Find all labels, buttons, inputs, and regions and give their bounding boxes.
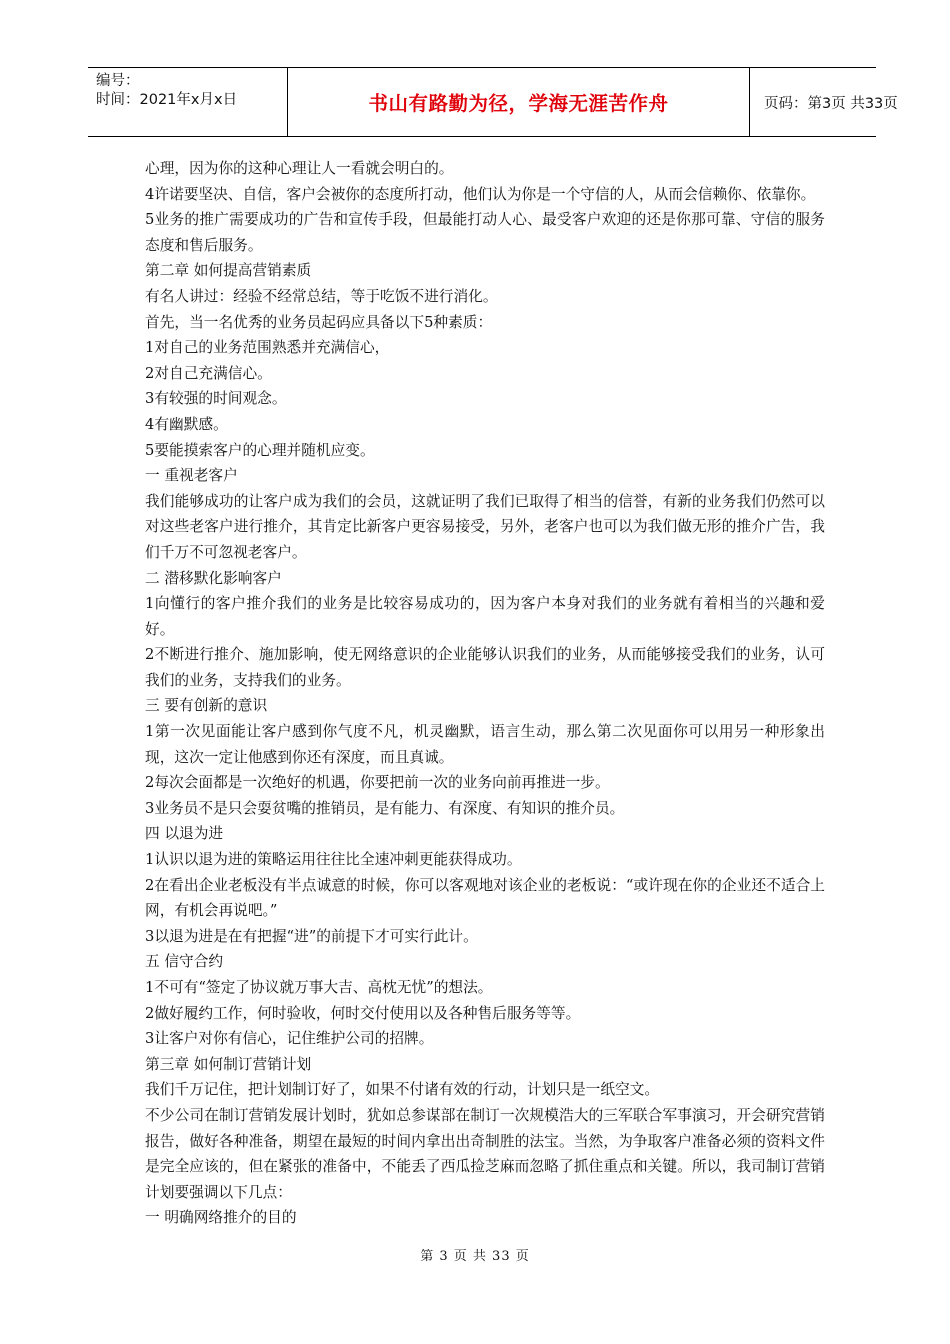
paragraph: 有名人讲过：经验不经常总结，等于吃饭不进行消化。 (145, 287, 498, 305)
time-label: 时间：2021年x月x日 (96, 92, 238, 108)
paragraph: 4许诺要坚决、自信，客户会被你的态度所打动，他们认为你是一个守信的人，从而会信赖你、依靠你。 (145, 185, 816, 203)
paragraph: 不少公司在制订营销发展计划时，犹如总参谋部在制订一次规模浩大的三军联合军事演习，开会研究营销报告，做好各种准备，期望在最短的时间内拿出出奇制胜的法宝。当然，为争取客户准备必须的资料文件是完全应该的，但在紧张的准备中，不能丢了西瓜捡芝麻而忽略了抓住重点和关键。所以，我司制订营销计划要强调以下几点： (145, 1106, 825, 1201)
motto-text: 书山有路勤为径，学海无涯苦作舟 (368, 92, 669, 115)
list-item: 2做好履约工作，何时验收，何时交付使用以及各种售后服务等等。 (145, 1004, 581, 1022)
page-header (88, 67, 898, 137)
section-heading: 三 要有创新的意识 (145, 697, 268, 715)
section-heading: 一 重视老客户 (145, 467, 238, 485)
document-body (145, 156, 825, 1231)
section-heading: 二 潜移默化影响客户 (145, 569, 282, 587)
list-item: 3业务员不是只会耍贫嘴的推销员，是有能力、有深度、有知识的推介员。 (145, 799, 625, 817)
list-item: 2每次会面都是一次绝好的机遇，你要把前一次的业务向前再推进一步。 (145, 774, 610, 792)
page-footer: 第 3 页 共 33 页 (420, 1249, 530, 1264)
section-heading: 一 明确网络推介的目的 (145, 1209, 297, 1227)
paragraph: 我们能够成功的让客户成为我们的会员，这就证明了我们已取得了相当的信誉，有新的业务我们仍然可以对这些老客户进行推介，其肯定比新客户更容易接受，另外，老客户也可以为我们做无形的推介广告，我们千万不可忽视老客户。 (145, 492, 825, 561)
list-item: 4有幽默感。 (145, 415, 228, 433)
list-item: 2对自己充满信心。 (145, 364, 272, 382)
list-item: 1认识以退为进的策略运用往往比全速冲刺更能获得成功。 (145, 851, 522, 869)
paragraph: 心理，因为你的这种心理让人一看就会明白的。 (145, 160, 454, 177)
list-item: 2在看出企业老板没有半点诚意的时候，你可以客观地对该企业的老板说：“或许现在你的企业还不适合上网，有机会再说吧。” (145, 876, 825, 920)
list-item: 1向懂行的客户推介我们的业务是比较容易成功的，因为客户本身对我们的业务就有着相当的兴趣和爱好。 (145, 595, 825, 638)
list-item: 3以退为进是在有把握“进”的前提下才可实行此计。 (145, 927, 478, 945)
list-item: 1第一次见面能让客户感到你气度不凡，机灵幽默，语言生动，那么第二次见面你可以用另一种形象出现，这次一定让他感到你还有深度，而且真诚。 (145, 723, 825, 766)
list-item: 3让客户对你有信心，记住维护公司的招牌。 (145, 1030, 434, 1048)
header-motto-cell (287, 68, 750, 136)
paragraph: 我们千万记住，把计划制订好了，如果不付诸有效的行动，计划只是一纸空文。 (145, 1081, 660, 1099)
list-item: 5要能摸索客户的心理并随机应变。 (145, 441, 375, 459)
list-item: 3有较强的时间观念。 (145, 390, 287, 408)
paragraph: 5业务的推广需要成功的广告和宣传手段，但最能打动人心、最受客户欢迎的还是你那可靠、守信的服务态度和售后服务。 (145, 211, 825, 254)
code-label: 编号： (96, 73, 140, 89)
section-heading: 五 信守合约 (145, 953, 224, 971)
list-item: 1对自己的业务范围熟悉并充满信心， (145, 339, 390, 357)
list-item: 2不断进行推介、施加影响，使无网络意识的企业能够认识我们的业务，从而能够接受我们的业务，认可我们的业务，支持我们的业务。 (145, 646, 825, 689)
section-heading: 四 以退为进 (145, 825, 224, 843)
header-meta (96, 72, 286, 110)
chapter-heading: 第二章 如何提高营销素质 (145, 262, 312, 280)
list-item: 1不可有“签定了协议就万事大吉、高枕无忧”的想法。 (145, 979, 493, 996)
page-number-label: 页码：第3页 共33页 (764, 95, 898, 112)
chapter-heading: 第三章 如何制订营销计划 (145, 1055, 312, 1073)
paragraph: 首先，当一名优秀的业务员起码应具备以下5种素质： (145, 313, 493, 331)
